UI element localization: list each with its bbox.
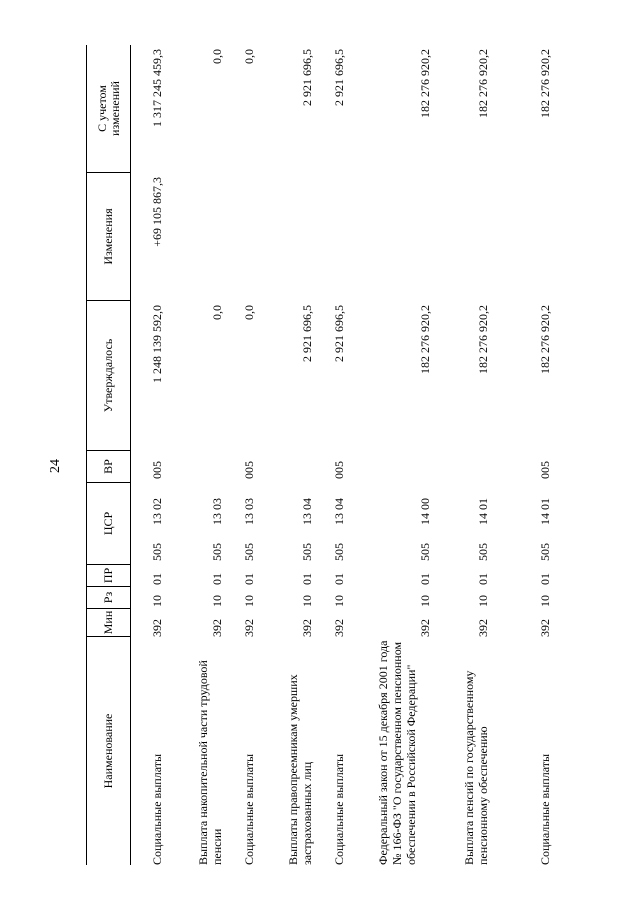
cell-vr: 005 (538, 461, 552, 479)
cell-rz: 10 (332, 595, 346, 607)
cell-pr: 01 (332, 573, 346, 585)
cell-approved: 2 921 696,5 (332, 305, 346, 362)
cell-csr-program: 505 (300, 543, 314, 561)
cell-min: 392 (242, 619, 256, 637)
cell-name: Выплата накопительной части трудовой пенсии (196, 660, 224, 865)
cell-rz: 10 (242, 595, 256, 607)
cell-with-changes: 0,0 (242, 49, 256, 64)
cell-min: 392 (476, 619, 490, 637)
cell-approved: 0,0 (242, 305, 256, 320)
cell-csr-item: 14 00 (418, 498, 432, 525)
cell-with-changes: 182 276 920,2 (538, 49, 552, 118)
header-approved: Утверждалось (87, 301, 130, 451)
cell-name: Выплаты правопреемникам умерших застрахованных лиц (286, 674, 314, 865)
cell-rz: 10 (538, 595, 552, 607)
cell-pr: 01 (150, 573, 164, 585)
cell-csr-item: 13 03 (242, 498, 256, 525)
cell-with-changes: 2 921 696,5 (332, 49, 346, 106)
cell-min: 392 (300, 619, 314, 637)
header-name: Наименование (101, 713, 115, 789)
cell-approved: 1 248 139 592,0 (150, 305, 164, 383)
header-vr: ВР (87, 451, 130, 483)
header-with-changes (87, 45, 130, 173)
header-with-changes-line1: С учетом (94, 85, 109, 132)
cell-vr: 005 (242, 461, 256, 479)
header-changes: Изменения (87, 173, 130, 301)
cell-vr: 005 (150, 461, 164, 479)
cell-pr: 01 (210, 573, 224, 585)
cell-csr-program: 505 (242, 543, 256, 561)
cell-min: 392 (332, 619, 346, 637)
cell-with-changes: 2 921 696,5 (300, 49, 314, 106)
cell-pr: 01 (418, 573, 432, 585)
cell-min: 392 (210, 619, 224, 637)
cell-rz: 10 (418, 595, 432, 607)
header-min: Мин (87, 609, 130, 637)
cell-csr-item: 13 03 (210, 498, 224, 525)
cell-pr: 01 (242, 573, 256, 585)
cell-min: 392 (418, 619, 432, 637)
cell-rz: 10 (300, 595, 314, 607)
cell-name: Социальные выплаты (332, 753, 346, 865)
cell-rz: 10 (210, 595, 224, 607)
cell-csr-program: 505 (210, 543, 224, 561)
cell-name: Социальные выплаты (150, 753, 164, 865)
cell-pr: 01 (538, 573, 552, 585)
cell-name: Федеральный закон от 15 декабря 2001 года № 166-ФЗ "О государственном пенсионном обеспечении в Российской Федерации" (376, 640, 418, 865)
cell-pr: 01 (300, 573, 314, 585)
cell-approved: 0,0 (210, 305, 224, 320)
cell-csr-item: 13 04 (332, 498, 346, 525)
cell-csr-item: 14 01 (476, 498, 490, 525)
cell-name: Социальные выплаты (242, 753, 256, 865)
cell-changes: +69 105 867,3 (150, 177, 164, 247)
cell-rz: 10 (150, 595, 164, 607)
cell-with-changes: 182 276 920,2 (476, 49, 490, 118)
cell-csr-program: 505 (538, 543, 552, 561)
cell-csr-program: 505 (476, 543, 490, 561)
cell-csr-program: 505 (332, 543, 346, 561)
cell-rz: 10 (476, 595, 490, 607)
cell-approved: 2 921 696,5 (300, 305, 314, 362)
cell-pr: 01 (476, 573, 490, 585)
budget-table (86, 45, 616, 865)
header-with-changes-line2: изменений (107, 81, 122, 136)
header-pr: ПР (87, 565, 130, 587)
cell-with-changes: 1 317 245 459,3 (150, 49, 164, 127)
cell-csr-program: 505 (418, 543, 432, 561)
cell-min: 392 (538, 619, 552, 637)
cell-csr-program: 505 (150, 543, 164, 561)
cell-name: Социальные выплаты (538, 753, 552, 865)
cell-csr-item: 13 02 (150, 498, 164, 525)
table-header (86, 45, 131, 865)
header-csr: ЦСР (87, 483, 130, 565)
page-number: 24 (48, 459, 63, 473)
cell-csr-item: 14 01 (538, 498, 552, 525)
cell-with-changes: 0,0 (210, 49, 224, 64)
cell-approved: 182 276 920,2 (418, 305, 432, 374)
header-rz: Рз (87, 587, 130, 609)
cell-min: 392 (150, 619, 164, 637)
cell-approved: 182 276 920,2 (538, 305, 552, 374)
cell-vr: 005 (332, 461, 346, 479)
cell-csr-item: 13 04 (300, 498, 314, 525)
cell-name: Выплата пенсий по государственному пенсионному обеспечению (462, 670, 490, 865)
cell-with-changes: 182 276 920,2 (418, 49, 432, 118)
cell-approved: 182 276 920,2 (476, 305, 490, 374)
